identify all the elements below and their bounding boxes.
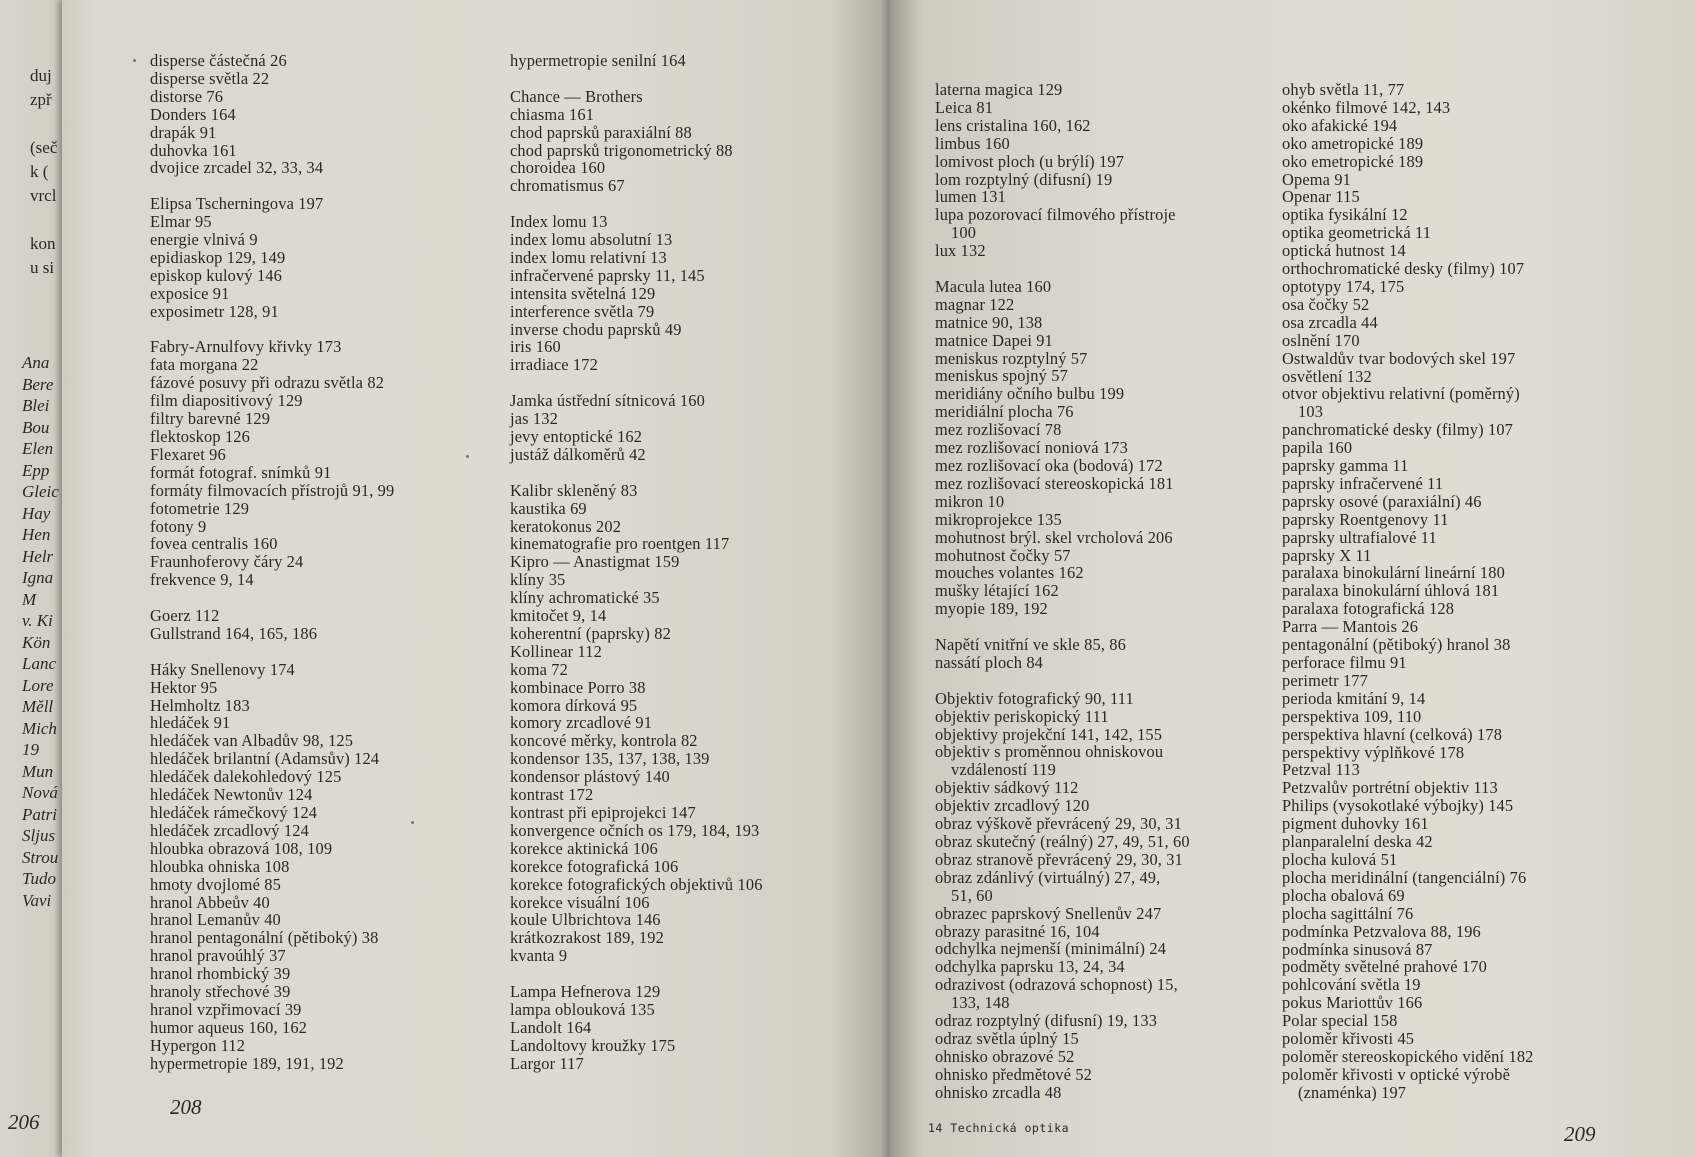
index-entry: osa zrcadla 44 <box>1282 312 1378 332</box>
index-entry: laterna magica 129 <box>935 80 1063 99</box>
index-entry: drapák 91 <box>150 122 217 142</box>
index-entry: duhovka 161 <box>150 140 237 160</box>
index-entry: myopie 189, 192 <box>935 599 1048 619</box>
index-entry: objektiv zrcadlový 120 <box>935 796 1090 816</box>
index-entry: ohnisko předmětové 52 <box>935 1064 1093 1084</box>
index-entry: paprsky infračervené 11 <box>1282 473 1444 493</box>
index-entry: hledáček brilantní (Adamsův) 124 <box>150 749 380 769</box>
index-entry: exposice 91 <box>150 283 230 303</box>
page-fragment: Bere <box>22 374 54 394</box>
index-entry: korekce aktinická 106 <box>510 838 658 858</box>
index-entry: infračervené paprsky 11, 145 <box>510 265 705 285</box>
index-entry: papila 160 <box>1282 438 1353 458</box>
page-fragment: vrcl <box>30 186 57 205</box>
index-entry: mez rozlišovací 78 <box>935 420 1062 440</box>
page-fragment: Měll <box>22 697 54 716</box>
index-entry: chromatismus 67 <box>510 176 625 196</box>
index-entry: kaustika 69 <box>510 498 587 518</box>
index-entry: ohnisko obrazové 52 <box>935 1046 1075 1066</box>
index-entry: irradiace 172 <box>510 355 598 375</box>
page-fragment: Mun <box>22 761 54 781</box>
index-gap <box>150 589 394 607</box>
index-entry: oko emetropické 189 <box>1282 151 1424 171</box>
index-entry: plocha obalová 69 <box>1282 885 1405 905</box>
index-entry: koma 72 <box>510 659 568 679</box>
index-entry: lom rozptylný (difusní) 19 <box>935 169 1113 189</box>
index-entry: Parra — Mantois 26 <box>1282 617 1419 637</box>
index-entry: magnar 122 <box>935 294 1015 314</box>
index-gap <box>150 321 394 339</box>
prev-page-index-fragments <box>22 352 59 911</box>
index-entry: kmitočet 9, 14 <box>510 606 607 626</box>
index-entry: mikron 10 <box>935 491 1005 511</box>
index-entry: odrazivost (odrazová schopnost) 15, <box>935 975 1178 995</box>
index-entry: paprsky X 11 <box>1282 545 1372 565</box>
index-entry: Elmar 95 <box>150 212 212 232</box>
index-entry: formáty filmovacích přístrojů 91, 99 <box>150 480 395 500</box>
index-entry: fovea centralis 160 <box>150 534 278 554</box>
index-entry: oslnění 170 <box>1282 330 1360 350</box>
prev-page-top-fragments <box>30 64 57 280</box>
page-fragment: Kön <box>22 632 51 652</box>
index-entry: film diapositivový 129 <box>150 391 303 411</box>
index-entry: Kipro — Anastigmat 159 <box>510 552 680 572</box>
index-entry: podmínka Petzvalova 88, 196 <box>1282 921 1481 941</box>
index-entry: chiasma 161 <box>510 104 595 124</box>
index-entry: koule Ulbrichtova 146 <box>510 910 661 930</box>
index-entry: nassátí ploch 84 <box>935 652 1044 672</box>
index-entry: hloubka obrazová 108, 109 <box>150 838 333 858</box>
index-entry: fotometrie 129 <box>150 498 250 518</box>
index-entry: hranol Lemanův 40 <box>150 910 281 930</box>
index-entry: Petzvalův portrétní objektiv 113 <box>1282 778 1498 798</box>
index-entry: ohyb světla 11, 77 <box>1282 80 1405 99</box>
index-entry-continuation: 133, 148 <box>951 993 1010 1013</box>
index-entry: filtry barevné 129 <box>150 409 271 429</box>
page-fragment: Elen <box>22 439 54 458</box>
index-entry: Petzval 113 <box>1282 760 1360 780</box>
index-entry: obraz skutečný (reálný) 27, 49, 51, 60 <box>935 832 1190 852</box>
index-entry: Helmholtz 183 <box>150 695 250 715</box>
index-column-3 <box>935 81 1190 1102</box>
index-gap <box>510 464 763 482</box>
page-fragment: Lanc <box>22 654 56 673</box>
index-column-1 <box>150 52 394 1073</box>
page-fragment: duj <box>30 66 52 85</box>
page-fragment: Lore <box>22 675 54 695</box>
page-fragment: Bou <box>22 417 50 437</box>
index-entry-continuation: 103 <box>1298 402 1324 422</box>
right-page-number: 209 <box>1564 1122 1596 1146</box>
index-entry: osvětlení 132 <box>1282 366 1372 386</box>
index-entry-continuation: (znaménka) 197 <box>1298 1082 1407 1102</box>
index-entry: klíny achromatické 35 <box>510 588 660 608</box>
index-entry: humor aqueus 160, 162 <box>150 1017 308 1037</box>
index-entry: okénko filmové 142, 143 <box>1282 97 1451 117</box>
index-entry: mikroprojekce 135 <box>935 509 1062 529</box>
page-fragment: k ( <box>30 162 49 181</box>
index-entry: obraz výškově převrácený 29, 30, 31 <box>935 814 1182 834</box>
index-entry: Opema 91 <box>1282 169 1352 189</box>
index-gap <box>510 374 763 392</box>
page-fragment: Helr <box>22 546 54 566</box>
index-entry: Polar special 158 <box>1282 1011 1398 1031</box>
index-entry: intensita světelná 129 <box>510 283 656 303</box>
page-fragment: Vavi <box>22 890 52 910</box>
index-entry: pokus Mariottův 166 <box>1282 993 1423 1013</box>
index-entry: Landoltovy kroužky 175 <box>510 1035 676 1055</box>
page-fragment: Patri <box>22 804 57 824</box>
index-entry: lux 132 <box>935 241 986 261</box>
index-gap <box>150 643 394 661</box>
index-entry: plocha meridinální (tangenciální) 76 <box>1282 867 1527 887</box>
index-entry: hranol pentagonální (pětiboký) 38 <box>150 928 379 948</box>
index-entry: poloměr stereoskopického vidění 182 <box>1282 1046 1534 1066</box>
index-entry: obrazy parasitné 16, 104 <box>935 921 1100 941</box>
index-entry: hledáček 91 <box>150 713 231 733</box>
page-fragment: Epp <box>22 460 50 480</box>
index-entry: odraz rozptylný (difusní) 19, 133 <box>935 1011 1158 1031</box>
index-entry: oko ametropické 189 <box>1282 133 1424 153</box>
index-entry: otvor objektivu relativní (poměrný) <box>1282 384 1520 404</box>
index-entry: komora dírková 95 <box>510 695 638 715</box>
index-entry: chod paprsků trigonometrický 88 <box>510 140 733 160</box>
index-entry: optika fysikální 12 <box>1282 205 1408 225</box>
index-entry: hypermetropie senilní 164 <box>510 51 686 70</box>
index-entry: Kalibr skleněný 83 <box>510 480 638 500</box>
speck <box>133 59 136 62</box>
page-fragment: v. Ki <box>22 611 53 630</box>
index-gap <box>150 177 394 195</box>
index-entry: optotypy 174, 175 <box>1282 276 1405 296</box>
index-entry: choroidea 160 <box>510 158 606 178</box>
index-entry: konvergence očních os 179, 184, 193 <box>510 820 760 840</box>
index-entry: plocha sagittální 76 <box>1282 903 1414 923</box>
index-entry: hledáček van Albadův 98, 125 <box>150 731 354 751</box>
index-entry: hledáček rámečkový 124 <box>150 803 318 822</box>
index-entry: hranol rhombický 39 <box>150 964 291 984</box>
index-entry: objektivy projekční 141, 142, 155 <box>935 724 1163 744</box>
index-entry: Largor 117 <box>510 1053 584 1073</box>
index-entry: episkop kulový 146 <box>150 265 283 285</box>
index-entry: iris 160 <box>510 337 561 357</box>
index-entry: lens cristalina 160, 162 <box>935 115 1091 135</box>
index-entry: plocha kulová 51 <box>1282 849 1398 869</box>
index-entry: lupa pozorovací filmového přístroje <box>935 205 1176 225</box>
index-entry: hmoty dvojlomé 85 <box>150 874 281 894</box>
index-entry: oko afakické 194 <box>1282 115 1398 135</box>
index-entry: koherentní (paprsky) 82 <box>510 623 671 643</box>
index-entry: hledáček dalekohledový 125 <box>150 767 342 787</box>
index-entry: lumen 131 <box>935 187 1007 207</box>
index-entry: mouches volantes 162 <box>935 563 1084 583</box>
index-entry: osa čočky 52 <box>1282 294 1370 314</box>
index-entry: meniskus rozptylný 57 <box>935 348 1088 368</box>
index-entry: index lomu absolutní 13 <box>510 230 673 250</box>
index-column-2 <box>510 52 763 1073</box>
page-fragment: Sljus <box>22 826 56 845</box>
index-entry: justáž dálkoměrů 42 <box>510 444 646 464</box>
index-entry: lomivost ploch (u brýlí) 197 <box>935 151 1125 171</box>
page-fragment: Hen <box>22 525 51 544</box>
index-entry: Goerz 112 <box>150 606 220 626</box>
index-column-4 <box>1282 81 1534 1102</box>
index-entry: kombinace Porro 38 <box>510 677 646 697</box>
index-entry: Hektor 95 <box>150 677 218 697</box>
index-entry: Gullstrand 164, 165, 186 <box>150 623 318 643</box>
index-entry: meridiány očního bulbu 199 <box>935 384 1125 404</box>
prev-page-number: 206 <box>8 1110 40 1134</box>
index-entry: Leica 81 <box>935 97 994 117</box>
index-entry: optika geometrická 11 <box>1282 223 1432 243</box>
index-entry: optická hutnost 14 <box>1282 241 1406 261</box>
left-page <box>62 0 897 1157</box>
index-entry: hranol vzpřimovací 39 <box>150 999 302 1019</box>
previous-page-edge <box>0 0 68 1157</box>
index-entry: perspektiva hlavní (celková) 178 <box>1282 724 1503 744</box>
index-entry: pentagonální (pětiboký) hranol 38 <box>1282 635 1511 655</box>
index-entry: exposimetr 128, 91 <box>150 301 279 321</box>
page-fragment: (seč <box>30 138 58 157</box>
index-gap <box>935 672 1190 690</box>
index-entry: meniskus spojný 57 <box>935 366 1068 386</box>
index-entry: paralaxa fotografická 128 <box>1282 599 1455 619</box>
index-entry: flektoskop 126 <box>150 427 250 446</box>
index-entry: mez rozlišovací oka (bodová) 172 <box>935 456 1163 476</box>
index-entry: ohnisko zrcadla 48 <box>935 1082 1062 1102</box>
index-entry: Landolt 164 <box>510 1017 592 1037</box>
index-entry: paprsky osové (paraxiální) 46 <box>1282 491 1482 511</box>
page-fragment: Tudo <box>22 869 57 888</box>
index-gap <box>510 195 763 213</box>
index-entry: Ostwaldův tvar bodových skel 197 <box>1282 348 1516 368</box>
index-entry: jas 132 <box>510 409 558 429</box>
index-entry: obraz stranově převrácený 29, 30, 31 <box>935 849 1183 869</box>
index-entry: perioda kmitání 9, 14 <box>1282 688 1426 708</box>
index-entry: Háky Snellenovy 174 <box>150 659 295 679</box>
index-entry: poloměr křivosti 45 <box>1282 1029 1415 1049</box>
index-entry: disperse částečná 26 <box>150 51 287 70</box>
index-entry: Donders 164 <box>150 104 236 124</box>
index-entry: fázové posuvy při odrazu světla 82 <box>150 373 385 393</box>
index-entry: energie vlnivá 9 <box>150 230 258 250</box>
index-entry: Openar 115 <box>1282 187 1360 207</box>
page-fragment: Mich <box>22 718 57 738</box>
index-entry: disperse světla 22 <box>150 68 270 88</box>
index-entry: dvojice zrcadel 32, 33, 34 <box>150 158 324 178</box>
index-entry: keratokonus 202 <box>510 516 622 536</box>
index-entry: limbus 160 <box>935 133 1010 153</box>
page-fragment: Nová <box>22 783 58 802</box>
index-entry: Kollinear 112 <box>510 641 602 661</box>
index-entry: podmínka sinusová 87 <box>1282 939 1433 959</box>
index-entry: hypermetropie 189, 191, 192 <box>150 1053 344 1073</box>
page-fragment: Gleic <box>22 482 59 501</box>
index-entry: formát fotograf. snímků 91 <box>150 462 332 482</box>
index-entry: orthochromatické desky (filmy) 107 <box>1282 259 1525 279</box>
right-page <box>890 0 1695 1157</box>
index-entry: Lampa Hefnerova 129 <box>510 982 661 1002</box>
page-fragment: Hay <box>22 503 51 523</box>
index-entry: Chance — Brothers <box>510 86 643 106</box>
index-gap <box>510 70 763 88</box>
index-entry: distorse 76 <box>150 86 224 106</box>
index-entry: Index lomu 13 <box>510 212 608 232</box>
index-entry: Flexaret 96 <box>150 444 226 464</box>
index-entry: Objektiv fotografický 90, 111 <box>935 688 1134 708</box>
page-fragment: kon <box>30 234 56 253</box>
index-entry: mušky létající 162 <box>935 581 1059 601</box>
index-entry: Elipsa Tscherningova 197 <box>150 194 324 214</box>
page-fragment <box>30 208 57 232</box>
index-entry: klíny 35 <box>510 570 566 590</box>
index-entry: korekce visuální 106 <box>510 892 650 912</box>
index-entry: chod paprsků paraxiální 88 <box>510 122 692 142</box>
index-entry: perspektiva 109, 110 <box>1282 706 1422 726</box>
index-entry: kvanta 9 <box>510 946 568 966</box>
index-entry: odchylka paprsku 13, 24, 34 <box>935 957 1125 977</box>
index-entry: matnice 90, 138 <box>935 312 1043 332</box>
index-gap <box>935 618 1190 636</box>
index-entry: Philips (vysokotlaké výbojky) 145 <box>1282 796 1514 816</box>
page-fragment: 19 <box>22 740 39 759</box>
index-entry: planparalelní deska 42 <box>1282 832 1433 852</box>
index-entry: poloměr křivosti v optické výrobě <box>1282 1064 1511 1084</box>
speck <box>466 455 469 458</box>
index-entry: paprsky gamma 11 <box>1282 456 1409 476</box>
index-entry: objektiv s proměnnou ohniskovou <box>935 742 1164 762</box>
index-entry: mohutnost čočky 57 <box>935 545 1071 565</box>
index-entry: hranoly střechové 39 <box>150 982 291 1002</box>
index-entry: inverse chodu paprsků 49 <box>510 319 682 339</box>
index-entry: matnice Dapei 91 <box>935 330 1053 350</box>
index-entry: pohlcování světla 19 <box>1282 975 1421 995</box>
index-entry: frekvence 9, 14 <box>150 570 254 590</box>
index-entry: perimetr 177 <box>1282 670 1369 690</box>
index-entry: hledáček zrcadlový 124 <box>150 820 309 840</box>
index-entry: kondensor 135, 137, 138, 139 <box>510 749 710 769</box>
index-entry: paralaxa binokulární lineární 180 <box>1282 563 1505 583</box>
index-entry: odchylka nejmenší (minimální) 24 <box>935 939 1167 959</box>
page-fragment: Igna <box>22 568 54 587</box>
index-entry-continuation: 51, 60 <box>951 885 993 905</box>
speck <box>411 821 414 824</box>
index-entry: mez rozlišovací stereoskopická 181 <box>935 473 1174 493</box>
index-entry: interference světla 79 <box>510 301 655 321</box>
left-page-number: 208 <box>170 1095 202 1119</box>
index-entry: objektiv sádkový 112 <box>935 778 1079 798</box>
index-entry: hranol pravoúhlý 37 <box>150 946 286 966</box>
page-fragment: M <box>22 589 37 609</box>
index-entry: mez rozlišovací noniová 173 <box>935 438 1128 458</box>
index-entry: paralaxa binokulární úhlová 181 <box>1282 581 1500 601</box>
page-fragment <box>30 112 57 136</box>
page-fragment: u si <box>30 258 55 277</box>
index-entry: fotony 9 <box>150 516 207 536</box>
index-entry-continuation: 100 <box>951 223 977 243</box>
index-entry: obrazec paprskový Snellenův 247 <box>935 903 1162 923</box>
index-entry: perforace filmu 91 <box>1282 653 1407 672</box>
index-entry: perspektivy výplňkové 178 <box>1282 742 1465 762</box>
index-entry: komory zrcadlové 91 <box>510 713 653 733</box>
index-entry: hranol Abbeův 40 <box>150 892 270 912</box>
index-entry: paprsky Roentgenovy 11 <box>1282 509 1449 529</box>
index-entry: Macula lutea 160 <box>935 276 1052 296</box>
index-entry: hloubka ohniska 108 <box>150 856 290 876</box>
index-entry: lampa oblouková 135 <box>510 999 655 1019</box>
page-fragment: Ana <box>22 353 50 372</box>
index-entry: korekce fotografická 106 <box>510 856 679 876</box>
index-entry: hledáček Newtonův 124 <box>150 785 313 805</box>
page-fragment: Blei <box>22 396 50 415</box>
index-entry: Fabry-Arnulfovy křivky 173 <box>150 337 342 357</box>
index-entry: Napětí vnitřní ve skle 85, 86 <box>935 635 1126 655</box>
index-entry: meridiální plocha 76 <box>935 402 1074 422</box>
index-entry: kontrast 172 <box>510 785 594 805</box>
index-entry: Hypergon 112 <box>150 1035 246 1055</box>
index-entry: pigment duhovky 161 <box>1282 814 1429 834</box>
index-entry: panchromatické desky (filmy) 107 <box>1282 420 1514 440</box>
index-entry: odraz světla úplný 15 <box>935 1028 1079 1048</box>
page-footer-note: 14 Technická optika <box>928 1121 1070 1135</box>
index-entry: jevy entoptické 162 <box>510 426 643 446</box>
index-gap <box>935 260 1190 278</box>
index-entry: obraz zdánlivý (virtuálný) 27, 49, <box>935 867 1161 887</box>
index-entry: korekce fotografických objektivů 106 <box>510 874 763 894</box>
index-entry-continuation: vzdáleností 119 <box>951 760 1056 780</box>
index-entry: Fraunhoferovy čáry 24 <box>150 552 304 572</box>
index-entry: index lomu relativní 13 <box>510 247 667 267</box>
index-entry: podměty světelné prahové 170 <box>1282 957 1487 977</box>
index-gap <box>510 965 763 983</box>
index-entry: kontrast při epiprojekci 147 <box>510 803 696 822</box>
index-entry: paprsky ultrafialové 11 <box>1282 527 1437 547</box>
index-entry: Jamka ústřední sítnicová 160 <box>510 391 705 411</box>
index-entry: fata morgana 22 <box>150 355 259 375</box>
index-entry: kinematografie pro roentgen 117 <box>510 534 730 554</box>
index-entry: objektiv periskopický 111 <box>935 706 1109 726</box>
index-entry: mohutnost brýl. skel vrcholová 206 <box>935 527 1173 547</box>
page-fragment: Strou <box>22 847 59 867</box>
index-entry: koncové měrky, kontrola 82 <box>510 731 698 751</box>
page-fragment: zpř <box>30 90 52 109</box>
index-entry: kondensor plástový 140 <box>510 767 670 787</box>
index-entry: epidiaskop 129, 149 <box>150 247 286 267</box>
index-entry: krátkozrakost 189, 192 <box>510 928 664 948</box>
